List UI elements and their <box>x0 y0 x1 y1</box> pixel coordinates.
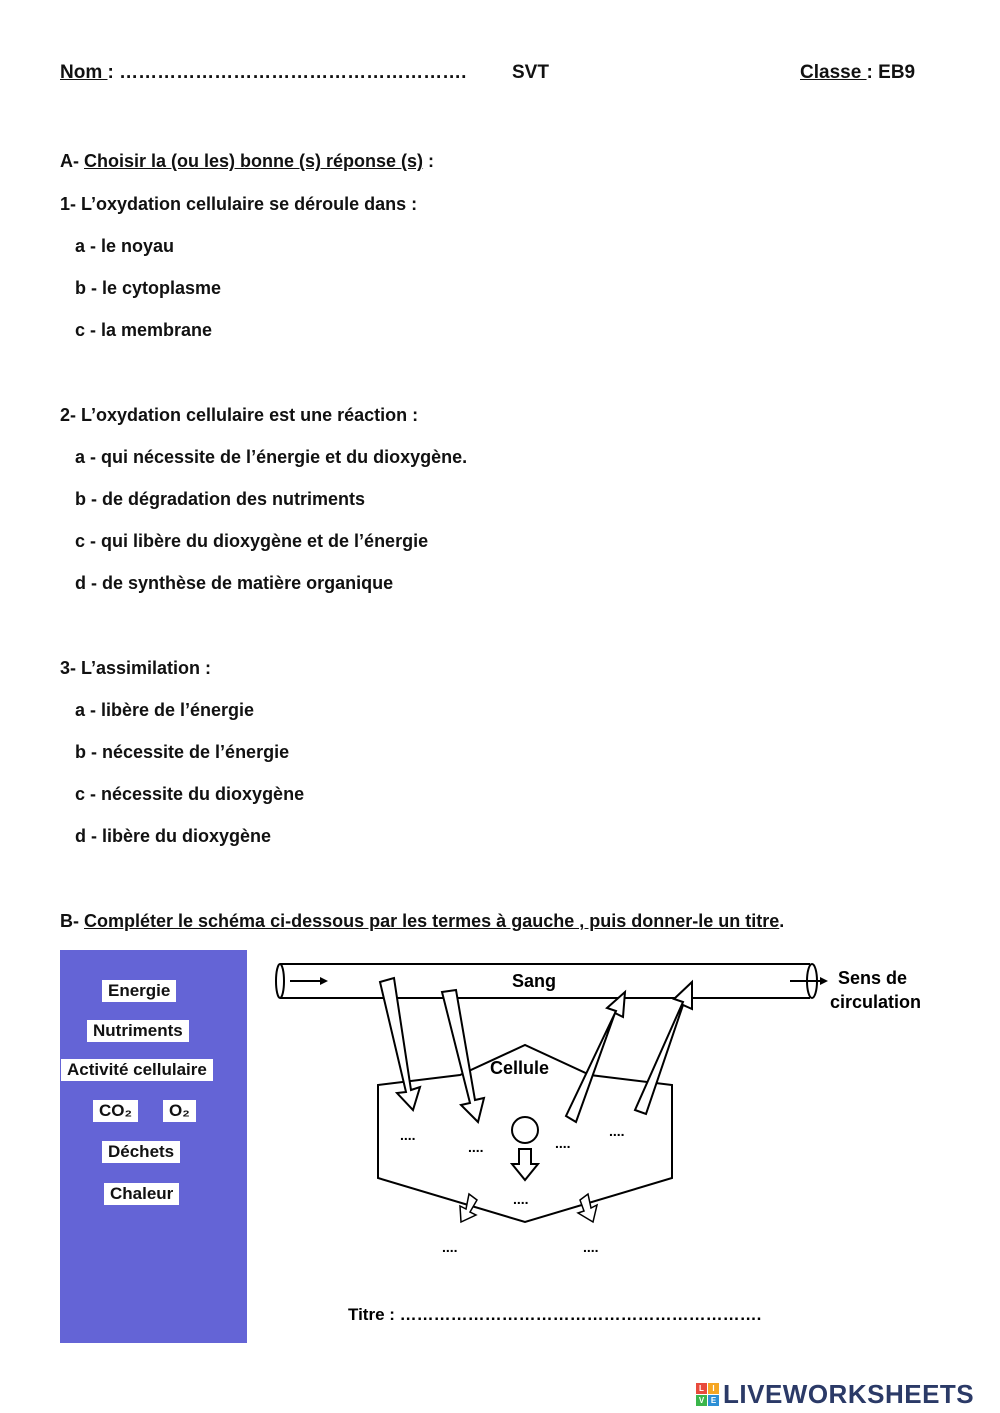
q1-option-b[interactable]: b - le cytoplasme <box>75 278 222 298</box>
section-b-prefix: B- <box>60 911 84 931</box>
liveworksheets-logo <box>696 1378 974 1410</box>
section-a-instruction: Choisir la (ou les) bonne (s) réponse (s) <box>84 151 424 171</box>
q2-option-c[interactable]: c - qui libère du dioxygène et de l’énergie <box>75 531 429 551</box>
term-nutriments[interactable]: Nutriments <box>87 1020 189 1042</box>
class-field <box>800 62 915 84</box>
class-value: : EB9 <box>866 62 916 83</box>
term-o2[interactable]: O₂ <box>163 1100 196 1122</box>
q2-option-a[interactable]: a - qui nécessite de l’énergie et du dioxygène. <box>75 447 468 467</box>
q3-option-a[interactable]: a - libère de l’énergie <box>75 700 255 720</box>
section-a-suffix: : <box>423 151 435 171</box>
cell-label: Cellule <box>490 1058 550 1078</box>
question-1: 1- L’oxydation cellulaire se déroule dans : <box>60 194 418 214</box>
term-chaleur[interactable]: Chaleur <box>104 1183 179 1205</box>
blank-4[interactable]: .... <box>609 1123 625 1139</box>
liveworksheets-mark <box>696 1383 719 1406</box>
direction-label-line2: circulation <box>830 992 922 1012</box>
section-b-instruction: Compléter le schéma ci-dessous par les termes à gauche , puis donner-le un titre <box>84 911 780 931</box>
q3-option-c[interactable]: c - nécessite du dioxygène <box>75 784 305 804</box>
q2-option-b[interactable]: b - de dégradation des nutriments <box>75 489 366 509</box>
name-label: Nom <box>60 62 108 83</box>
logo-tile: I <box>708 1383 719 1394</box>
section-b-suffix: . <box>779 911 785 931</box>
q2-option-d[interactable]: d - de synthèse de matière organique <box>75 573 394 593</box>
term-activite-cellulaire[interactable]: Activité cellulaire <box>61 1059 213 1081</box>
question-3: 3- L’assimilation : <box>60 658 212 678</box>
section-a-prefix: A- <box>60 151 84 171</box>
nucleus <box>512 1117 538 1143</box>
blank-1[interactable]: .... <box>400 1127 416 1143</box>
term-co2[interactable]: CO₂ <box>93 1100 138 1122</box>
logo-tile: L <box>696 1383 707 1394</box>
blank-5[interactable]: .... <box>513 1191 529 1207</box>
blank-7[interactable]: .... <box>583 1239 599 1255</box>
blank-2[interactable]: .... <box>468 1139 484 1155</box>
brand-name: LIVEWORKSHEETS <box>723 1378 975 1409</box>
name-field <box>60 62 466 84</box>
term-dechets[interactable]: Déchets <box>102 1141 180 1163</box>
q3-option-d[interactable]: d - libère du dioxygène <box>75 826 272 846</box>
subject-title: SVT <box>512 62 549 83</box>
logo-tile: E <box>708 1395 719 1406</box>
logo-tile: V <box>696 1395 707 1406</box>
section-b-heading <box>60 911 784 932</box>
class-label: Classe <box>800 62 867 83</box>
question-2: 2- L’oxydation cellulaire est une réaction : <box>60 405 419 425</box>
section-a-heading <box>60 151 434 172</box>
cell-exchange-diagram <box>270 950 950 1340</box>
q1-option-a[interactable]: a - le noyau <box>75 236 175 256</box>
term-energie[interactable]: Energie <box>102 980 176 1002</box>
term-bank <box>60 950 247 1343</box>
direction-label-line1: Sens de <box>838 968 908 988</box>
blank-6[interactable]: .... <box>442 1239 458 1255</box>
q1-option-c[interactable]: c - la membrane <box>75 320 213 340</box>
arrow-right-icon <box>290 977 328 985</box>
blank-3[interactable]: .... <box>555 1135 571 1151</box>
title-field[interactable]: Titre : ………………………………………………………. <box>348 1305 762 1324</box>
name-blank: : ………………………………………………. <box>107 62 467 83</box>
q3-option-b[interactable]: b - nécessite de l’énergie <box>75 742 290 762</box>
blood-label: Sang <box>512 971 557 991</box>
